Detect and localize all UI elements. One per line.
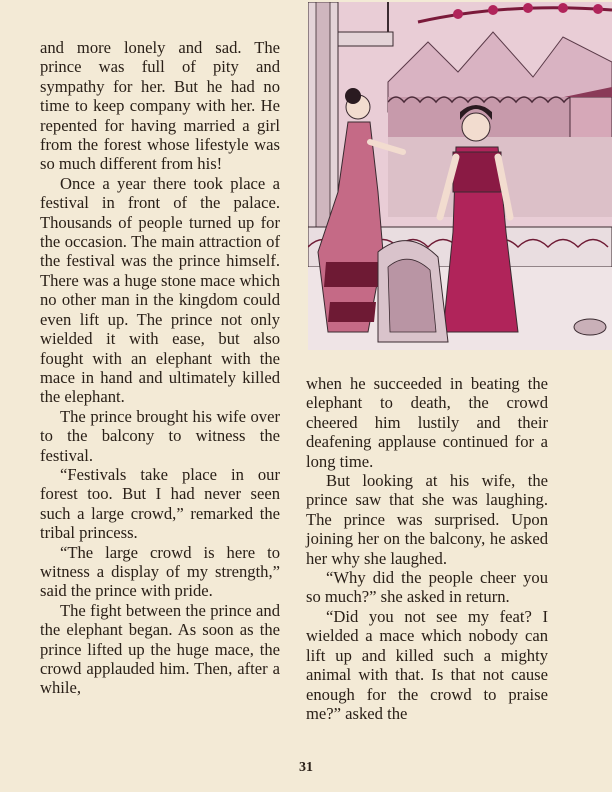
right-text-column [306,374,548,723]
paragraph: “The large crowd is here to witness a display of my strength,” said the prince with pride. [40,542,280,601]
paragraph: “Why did the people cheer you so much?” she asked in return. [306,568,548,607]
paragraph: and more lonely and sad. The prince was full of pity and sympathy for her. But he had no time to keep company with her. He repented for having married a girl from the forest whose lifestyle was so much different from his! [40,38,280,174]
paragraph: The prince brought his wife over to the balcony to witness the festival. [40,406,280,465]
page-number: 31 [299,760,313,775]
paragraph: “Did you not see my feat? I wielded a mace which nobody can lift up and killed such a mighty animal with that. Is that not cause enough for the crowd to praise me?” asked the [306,606,548,723]
paragraph: The fight between the prince and the elephant began. As soon as the prince lifted up the huge mace, the crowd applauded him. Then, after a while, [40,600,280,698]
paragraph: Once a year there took place a festival in front of the palace. Thousands of people turned up for the occasion. The main attraction of the festival was the prince himself. There was a huge stone mace which no other man in the kingdom could even lift up. The prince not only wielded it with ease, but also fought with an elephant with the mace in hand and ultimately killed the elephant. [40,173,280,407]
paragraph: “Festivals take place in our forest too. But I had never seen such a large crowd,” remarked the tribal princess. [40,464,280,543]
paragraph: But looking at his wife, the prince saw that she was laughing. The prince was surprised. Upon joining her on the balcony, he asked her why she laughed. [306,471,548,568]
story-illustration [308,2,612,350]
paragraph: when he succeeded in beating the elephant to death, the crowd cheered him lustily and their deafening applause continued for a long time. [306,374,548,471]
left-text-column [40,38,280,698]
